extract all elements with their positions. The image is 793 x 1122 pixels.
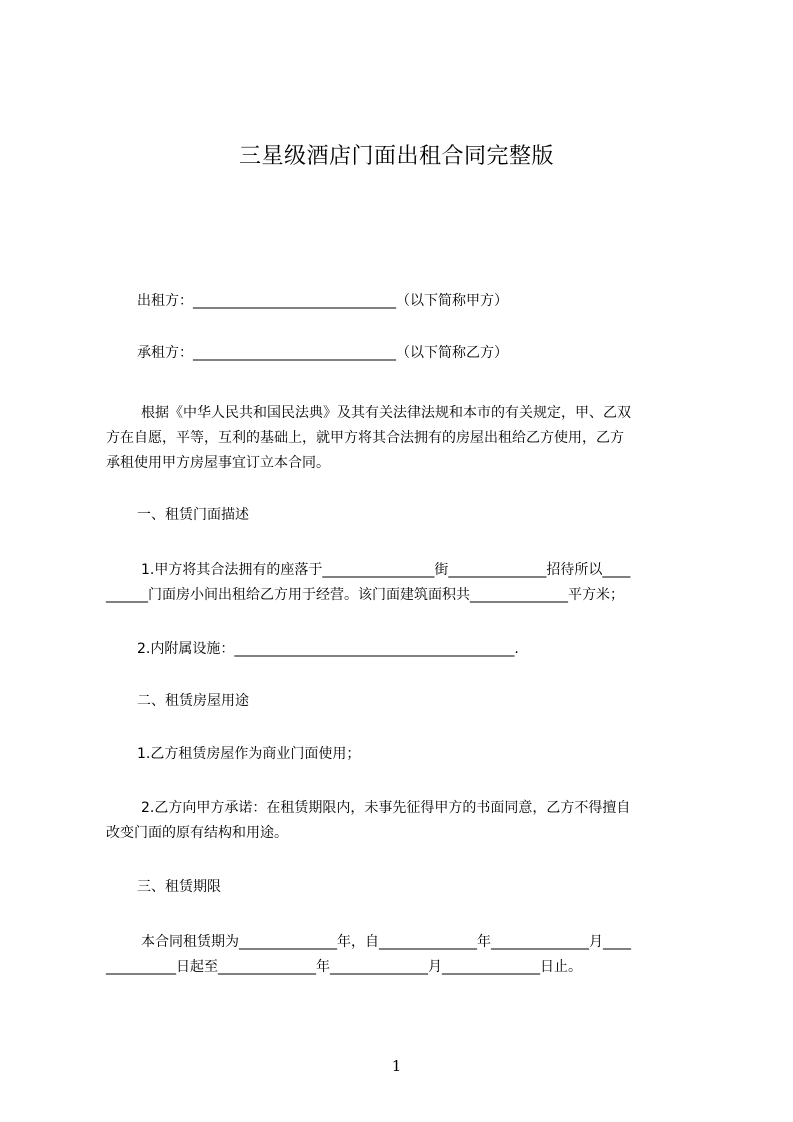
clause-line: 2.乙方向甲方承诺：在租赁期限内，未事先征得甲方的书面同意，乙方不得擅自: [141, 800, 631, 816]
preamble-line: 根据《中华人民共和国民法典》及其有关法律法规和本市的有关规定，甲、乙双: [141, 405, 631, 421]
preamble-line: 承租使用甲方房屋事宜订立本合同。: [106, 455, 330, 471]
section-heading: 一、租赁门面描述: [137, 507, 249, 523]
section-heading: 三、租赁期限: [137, 879, 221, 895]
page-number: 1: [391, 1057, 402, 1075]
clause-line: 改变门面的原有结构和用途。: [106, 825, 288, 841]
document-title: 三星级酒店门面出租合同完整版: [238, 144, 554, 169]
clause-line: ______门面房小间出租给乙方用于经营。该门面建筑面积共______________平方米；: [106, 587, 624, 603]
lessee-line: 承租方：_____________________________（以下简称乙方）: [137, 345, 508, 361]
clause-line: __________日起至______________年______________月______________日止。: [106, 959, 582, 975]
clause-line: 1.乙方租赁房屋作为商业门面使用；: [137, 746, 361, 762]
preamble-line: 方在自愿，平等，互利的基础上，就甲方将其合法拥有的房屋出租给乙方使用，乙方: [106, 430, 624, 446]
clause-line: 2.内附属设施：________________________________________.: [137, 641, 519, 657]
section-heading: 二、租赁房屋用途: [137, 693, 249, 709]
clause-line: 本合同租赁期为______________年，自______________年______________月____: [141, 934, 631, 950]
clause-line: 1.甲方将其合法拥有的座落于________________街______________招待所以____: [141, 562, 631, 578]
lessor-line: 出租方：_____________________________（以下简称甲方）: [137, 293, 508, 309]
